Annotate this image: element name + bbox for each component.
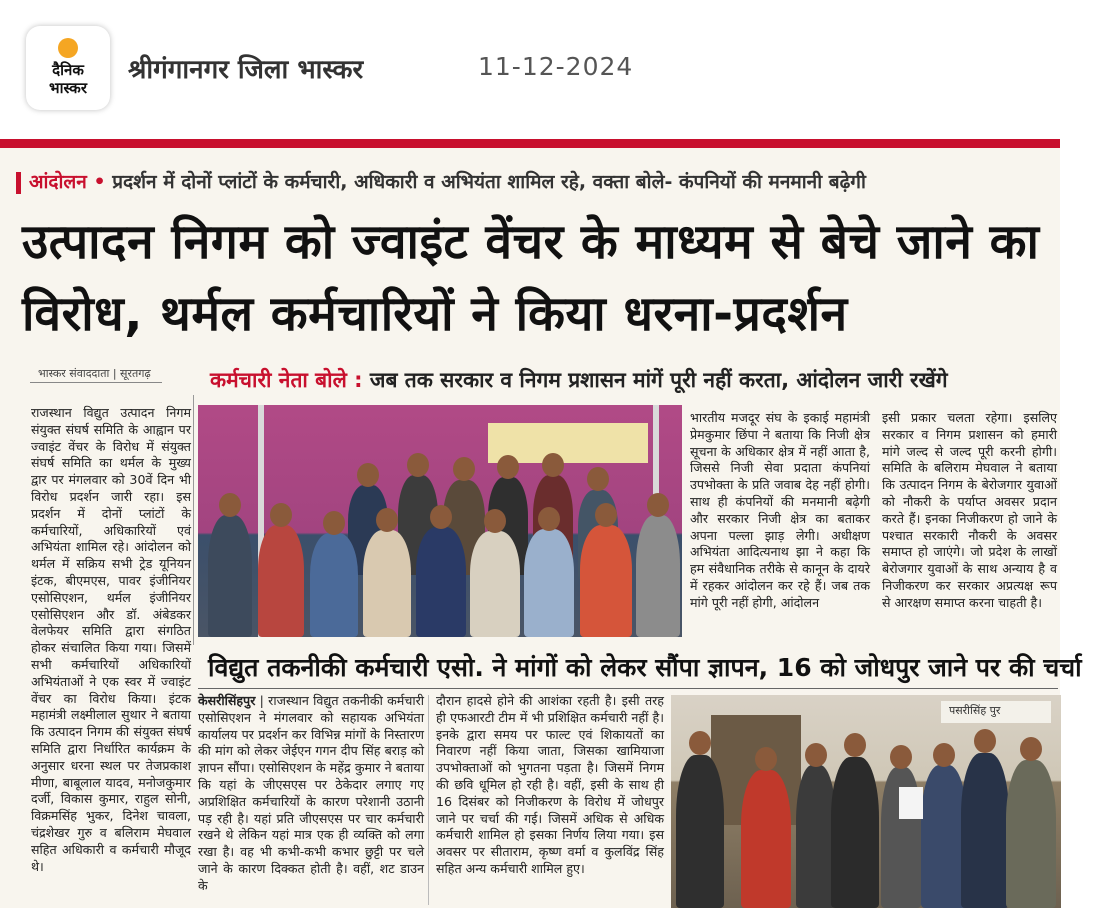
- headline-rule: [198, 688, 1058, 689]
- subheadline-text: जब तक सरकार व निगम प्रशासन मांगें पूरी नहीं करता, आंदोलन जारी रखेंगे: [369, 368, 948, 392]
- byline-rule: [30, 382, 162, 383]
- logo-line2: भास्कर: [49, 79, 87, 97]
- story2-column-1: [198, 693, 424, 895]
- byline: भास्कर संवाददाता | सूरतगढ़: [38, 367, 151, 380]
- dateline-place: केसरीसिंहपुर: [198, 693, 256, 708]
- brand-logo: [26, 26, 110, 110]
- kicker-text: प्रदर्शन में दोनों प्लांटों के कर्मचारी, अधिकारी व अभियंता शामिल रहे, वक्ता बोले- कंपनियों की मनमानी बढ़ेगी: [105, 171, 866, 193]
- protest-photo: [198, 405, 682, 637]
- memorandum-photo: [671, 695, 1061, 908]
- edition-title: श्रीगंगानगर जिला भास्कर: [128, 55, 364, 85]
- story2-text-1: | राजस्थान विद्युत तकनीकी कर्मचारी एसोसिएशन ने मंगलवार को सहायक अभियंता कार्यालय पर प्रदर्शन कर विभिन्न मांगों के निस्तारण की मांग को लेकर जेईएन गगन दीप सिंह बराड़ को ज्ञापन सौंपा। एसोसिएशन के महेंद्र कुमार ने बताया कि यहां के जीएसएस पर ठेकेदार लगाए गए अप्रशिक्षित कर्मचारियों के कारण परेशानी उठानी पड़ रही है। यहां प्रति जीएसएस पर चार कर्मचारी रखने थे लेकिन यहां मात्र एक ही व्यक्ति को लगा रखा है। वह भी कभी-कभी कभार छुट्टी पर चले जाने के कारण दिक्कत होती है। वहीं, शट डाउन के: [198, 693, 424, 893]
- article-column-middle: भारतीय मजदूर संघ के इकाई महामंत्री प्रेमकुमार छिंपा ने बताया कि निजी क्षेत्र सूचना के अधिकार क्षेत्र में नहीं आता है, जिससे निजी सेवा प्रदाता कंपनियां उपभोक्ता के प्रति जवाब देह नहीं होगी। साथ ही कंपनियों की मनमानी बढ़ेगी और सरकार निजी क्षेत्र का बताकर अपना पल्ला झाड़ लेगी। अधीक्षण अभियंता आदित्यनाथ झा ने कहा कि हम संवैधानिक तरीके से कानून के दायरे में रहकर आंदोलन कर रहे हैं। जब तक मांगे पूरी नहीं होगी, आंदोलन: [690, 410, 870, 610]
- main-headline: उत्पादन निगम को ज्वाइंट वेंचर के माध्यम से बेचे जाने का विरोध, थर्मल कर्मचारियों ने किया धरना-प्रदर्शन: [22, 214, 1040, 342]
- subheadline: [210, 366, 948, 394]
- red-divider: [0, 139, 1060, 148]
- logo-line1: दैनिक: [52, 61, 84, 79]
- kicker-tag: आंदोलन •: [29, 171, 106, 193]
- memorandum-paper: [899, 787, 923, 819]
- office-sign-text: पसरीसिंह पुर: [949, 704, 1001, 717]
- kicker-line: [16, 168, 1060, 198]
- sun-icon: [58, 38, 78, 58]
- column-divider: [193, 395, 194, 645]
- column-divider: [428, 695, 429, 905]
- subheadline-tag: कर्मचारी नेता बोले :: [210, 368, 370, 392]
- article-column-left: राजस्थान विद्युत उत्पादन निगम संयुक्त संघर्ष समिति के आह्वान पर ज्वाइंट वेंचर के विरोध में संयुक्त संघर्ष समिति का थर्मल के मुख्य द्वार पर मंगलवार को 30वें दिन भी विरोध प्रदर्शन जारी रहा। इस प्रदर्शन में दोनों प्लांटों के कर्मचारियों, अधिकारियों एवं अभियंता शामिल रहे। आंदोलन को थर्मल में सक्रिय सभी ट्रेड यूनियन इंटक, बीएमएस, पावर इंजीनियर एसोसिएशन, थर्मल इंजीनियर एसोसिएशन और डॉ. अंबेडकर वेलफेयर समिति द्वारा संगठित होकर संचालित किया गया। जिसमें सभी कर्मचारियों अधिकारियों अभियंताओं ने एक स्वर में ज्वाइंट वेंचर का विरोध किया। इंटक महामंत्री लक्ष्मीलाल सुथार ने बताया कि उत्पादन निगम की संयुक्त संघर्ष समिति द्वारा निर्धारित कार्यक्रम के अनुसार धरना स्थल पर तेजप्रकाश मीणा, बाबूलाल यादव, मनोजकुमार दर्जी, विकास कुमार, राहुल सोनी, विक्रमसिंह भुकर, दिनेश चावला, चंद्रशेखर गुरु व बलिराम मेघवाल सहित अधिकारी व कर्मचारी मौजूद थे।: [31, 405, 191, 874]
- kicker-bar: [16, 172, 21, 194]
- story2-column-2: दौरान हादसे होने की आशंका रहती है। इसी तरह ही एफआरटी टीम में भी प्रशिक्षित कर्मचारी नहीं है। इनके द्वारा समय पर फाल्ट एवं शिकायतों का निवारण नहीं किया जाता, जिसका खामियाजा उपभोक्ताओं को भुगतना पड़ता है। जिसमें निगम की छवि धूमिल हो रही है। वहीं, इसी के साथ ही 16 दिसंबर को निजीकरण के विरोध में जोधपुर जाने पर चर्चा की गई। जिसमें अधिक से अधिक कर्मचारी शामिल हो इसका निर्णय लिया गया। इस अवसर पर सीताराम, कृष्ण वर्मा व कुलविंद्र सिंह सहित अन्य कर्मचारी शामिल हुए।: [436, 693, 664, 876]
- article-column-right: इसी प्रकार चलता रहेगा। इसलिए सरकार व निगम प्रशासन को हमारी मांगे जल्द से जल्द पूरी करनी होगी। समिति के बलिराम मेघवाल ने बताया कि उत्पादन निगम के बेरोजगार युवाओं को नौकरी के पर्याप्त अवसर प्रदान करते हैं। इनका निजीकरण हो जाने के पश्चात सरकारी नौकरी के अवसर समाप्त हो जाएंगे। जो प्रदेश के लाखों बेरोजगार युवाओं के साथ अन्याय है व निजीकरण कर सरकार अप्रत्यक्ष रूप से आरक्षण समाप्त करना चाहती है।: [882, 410, 1057, 610]
- publication-date: 11-12-2024: [478, 52, 634, 81]
- second-headline: विद्युत तकनीकी कर्मचारी एसो. ने मांगों को लेकर सौंपा ज्ञापन, 16 को जोधपुर जाने पर की चर्चा: [208, 653, 1082, 682]
